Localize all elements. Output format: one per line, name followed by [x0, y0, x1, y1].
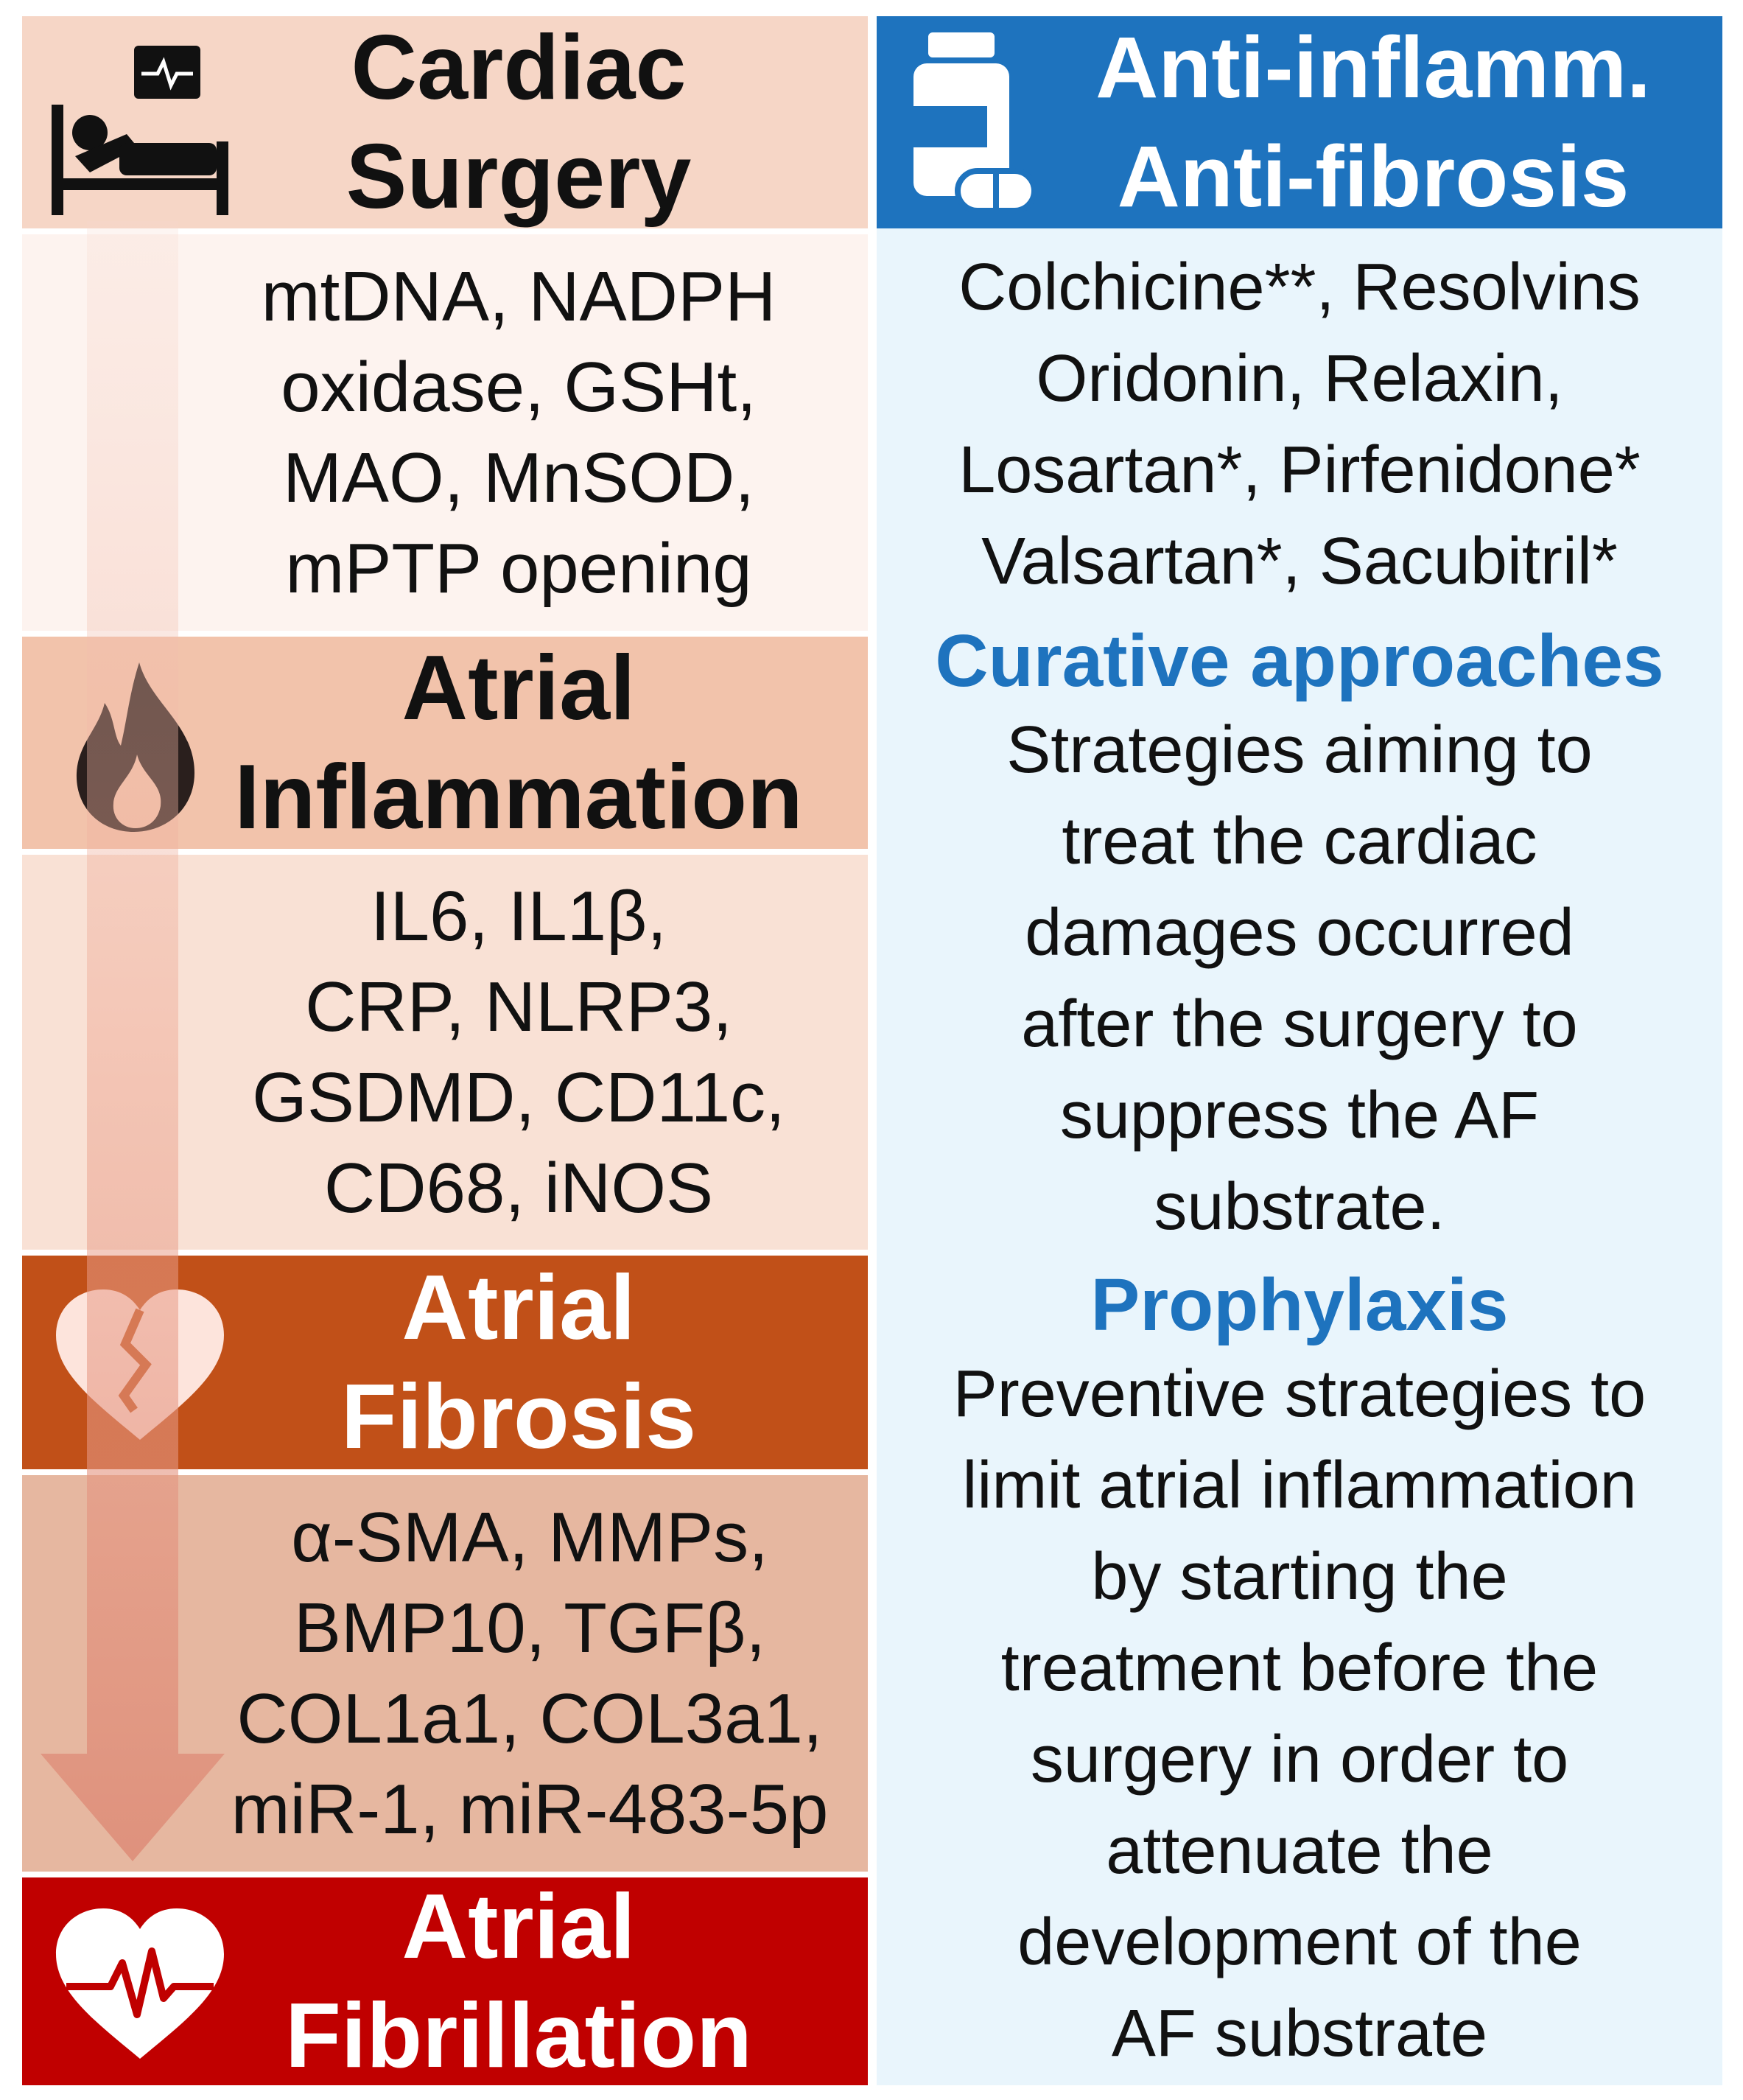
marker-line: IL6, IL1β, [370, 877, 667, 956]
cardiac-surgery-header [22, 16, 868, 228]
atrial-inflammation-title-line-1: Atrial [401, 637, 636, 739]
marker-line: BMP10, TGFβ, [293, 1589, 766, 1667]
marker-line: mtDNA, NADPH [261, 257, 776, 336]
cardiac-surgery-title-line-2: Surgery [346, 126, 692, 228]
atrial-inflammation-header [22, 637, 868, 849]
drug-line: Colchicine**, Resolvins [958, 251, 1641, 324]
drug-line: Valsartan*, Sacubitril* [981, 525, 1618, 598]
marker-line: miR-1, miR-483-5p [231, 1770, 829, 1849]
atrial-fibrillation-title-line-1: Atrial [401, 1876, 636, 1978]
cardiac-surgery-markers [22, 234, 868, 631]
marker-line: oxidase, GSHt, [281, 348, 757, 427]
marker-line: α-SMA, MMPs, [291, 1498, 768, 1577]
drug-list [877, 240, 1722, 609]
curative-line: after the surgery to [1021, 987, 1578, 1061]
prophylaxis-line: surgery in order to [1030, 1723, 1569, 1796]
prophylaxis-section [877, 1261, 1722, 2079]
prophylaxis-line: by starting the [1091, 1540, 1508, 1614]
prophylaxis-heading: Prophylaxis [1090, 1264, 1509, 1346]
curative-line: Strategies aiming to [1006, 713, 1593, 787]
drug-line: Oridonin, Relaxin, [1036, 342, 1563, 416]
curative-heading: Curative approaches [935, 620, 1664, 702]
atrial-fibrosis-markers [22, 1475, 868, 1872]
drug-line: Losartan*, Pirfenidone* [958, 433, 1641, 507]
curative-line: substrate. [1154, 1170, 1445, 1244]
marker-line: CRP, NLRP3, [305, 967, 732, 1046]
prophylaxis-line: treatment before the [1000, 1631, 1599, 1705]
atrial-fibrosis-title-line-2: Fibrosis [340, 1366, 697, 1468]
marker-line: mPTP opening [285, 529, 752, 608]
curative-line: damages occurred [1025, 896, 1574, 970]
prophylaxis-line: development of the [1017, 1905, 1582, 1979]
atrial-fibrosis-title-line-1: Atrial [401, 1257, 636, 1359]
marker-line: CD68, iNOS [323, 1149, 714, 1228]
atrial-fibrosis-header [22, 1256, 868, 1469]
anti-fibrosis-title-line-2: Anti-fibrosis [1117, 128, 1630, 225]
pathway-column [22, 16, 868, 2085]
atrial-inflammation-title-line-2: Inflammation [234, 746, 803, 848]
cardiac-surgery-title-line-1: Cardiac [351, 17, 687, 119]
anti-inflamm-title-line-1: Anti-inflamm. [1095, 19, 1651, 116]
curative-line: treat the cardiac [1062, 805, 1537, 878]
atrial-inflammation-markers [22, 855, 868, 1250]
atrial-fibrillation-title-line-2: Fibrillation [285, 1985, 752, 2087]
curative-section [877, 615, 1722, 1256]
prophylaxis-line: limit atrial inflammation [962, 1449, 1637, 1522]
prophylaxis-line: AF substrate [1111, 1997, 1488, 2071]
marker-line: MAO, MnSOD, [282, 438, 755, 517]
anti-inflammatory-header [877, 16, 1722, 228]
prophylaxis-line: attenuate the [1106, 1814, 1493, 1888]
marker-line: GSDMD, CD11c, [252, 1058, 785, 1137]
atrial-fibrillation-header [22, 1877, 868, 2085]
prophylaxis-line: Preventive strategies to [953, 1357, 1646, 1431]
curative-line: suppress the AF [1059, 1079, 1540, 1152]
treatment-column [877, 16, 1722, 2085]
marker-line: COL1a1, COL3a1, [236, 1679, 823, 1758]
medicine-bottle-pill-icon [906, 32, 1039, 217]
